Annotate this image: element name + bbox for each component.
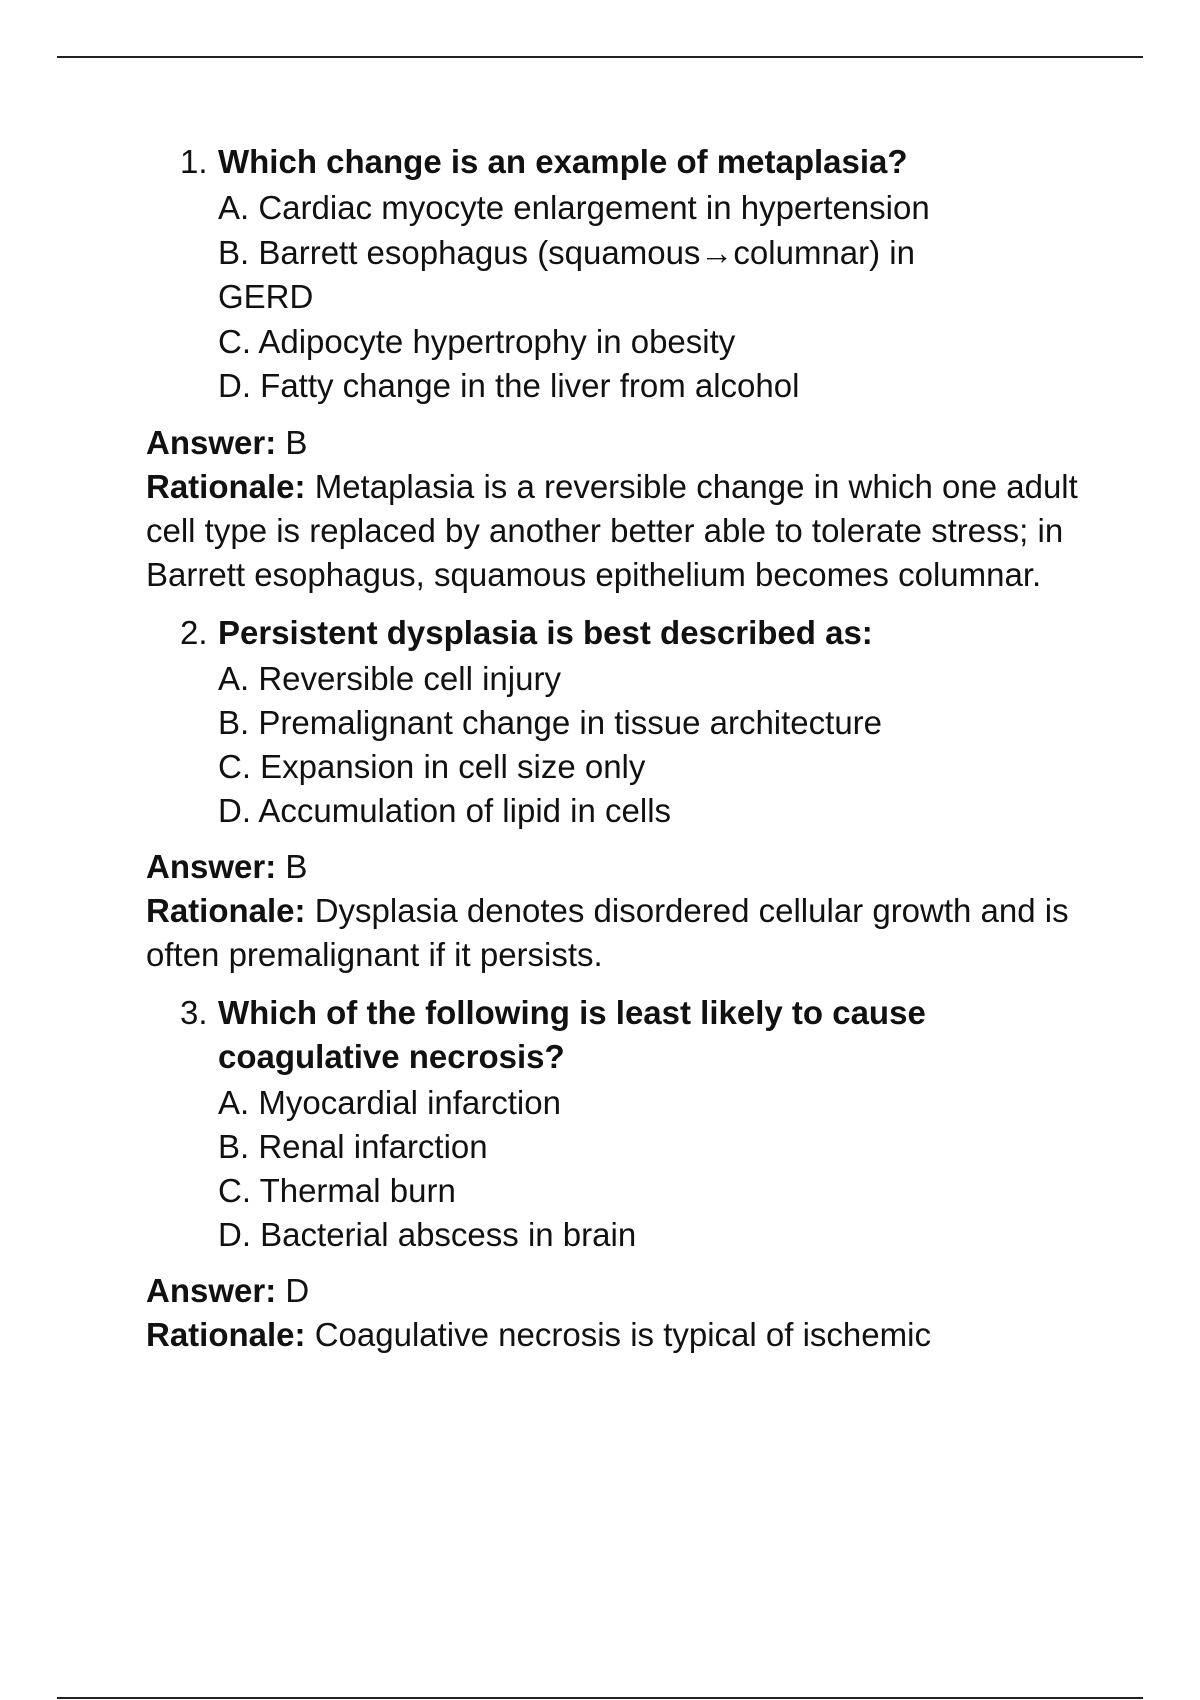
option-c: C. Thermal burn [218, 1171, 456, 1209]
option-b: B. Premalignant change in tissue architecture [218, 703, 883, 741]
rationale-label: Rationale: [146, 1315, 306, 1353]
answer-line [146, 1269, 1106, 1313]
bottom-divider [57, 1697, 1143, 1699]
question-text: Which of the following is least likely to cause coagulative necrosis? [218, 993, 926, 1075]
option-d: D. Accumulation of lipid in cells [218, 791, 672, 829]
options-list [218, 186, 1106, 409]
rationale [146, 465, 1106, 597]
option-a: A. Myocardial infarction [218, 1083, 561, 1121]
answer-value: D [285, 1271, 310, 1309]
top-divider [57, 56, 1143, 58]
option-b: B. Barrett esophagus (squamous→columnar) in GERD [218, 233, 915, 316]
options-list [218, 1081, 1106, 1257]
rationale [146, 889, 1106, 977]
option-a: A. Cardiac myocyte enlargement in hypertension [218, 189, 930, 226]
answer-line [146, 421, 1106, 465]
answer-value: B [285, 847, 308, 885]
option-c: C. Adipocyte hypertrophy in obesity [218, 322, 736, 360]
document-body [146, 140, 1106, 1357]
question-text: Persistent dysplasia is best described as: [218, 613, 873, 651]
rationale-label: Rationale: [146, 891, 306, 929]
question-number: 2. [180, 613, 208, 651]
option-c: C. Expansion in cell size only [218, 747, 646, 785]
question-number: 3. [180, 993, 208, 1031]
option-a: A. Reversible cell injury [218, 659, 561, 697]
rationale-label: Rationale: [146, 467, 306, 505]
rationale-text: Metaplasia is a reversible change in which one adult cell type is replaced by another better able to tolerate stress; in Barrett esophagus, squamous epithelium becomes columnar. [146, 467, 1078, 593]
option-d: D. Fatty change in the liver from alcohol [218, 367, 800, 405]
rationale-text: Coagulative necrosis is typical of ischemic [314, 1315, 931, 1353]
question-text: Which change is an example of metaplasia? [218, 143, 908, 180]
options-list [218, 657, 1106, 833]
question-3 [146, 991, 1048, 1079]
rationale-text: Dysplasia denotes disordered cellular growth and is often premalignant if it persists. [146, 891, 1069, 973]
question-1 [146, 140, 1106, 184]
option-b: B. Renal infarction [218, 1127, 488, 1165]
question-number: 1. [180, 143, 208, 180]
answer-label: Answer: [146, 423, 277, 461]
rationale [146, 1313, 1106, 1357]
question-2 [146, 611, 1106, 655]
option-d: D. Bacterial abscess in brain [218, 1215, 637, 1253]
answer-value: B [285, 423, 308, 461]
answer-label: Answer: [146, 1271, 277, 1309]
answer-line [146, 845, 1106, 889]
answer-label: Answer: [146, 847, 277, 885]
